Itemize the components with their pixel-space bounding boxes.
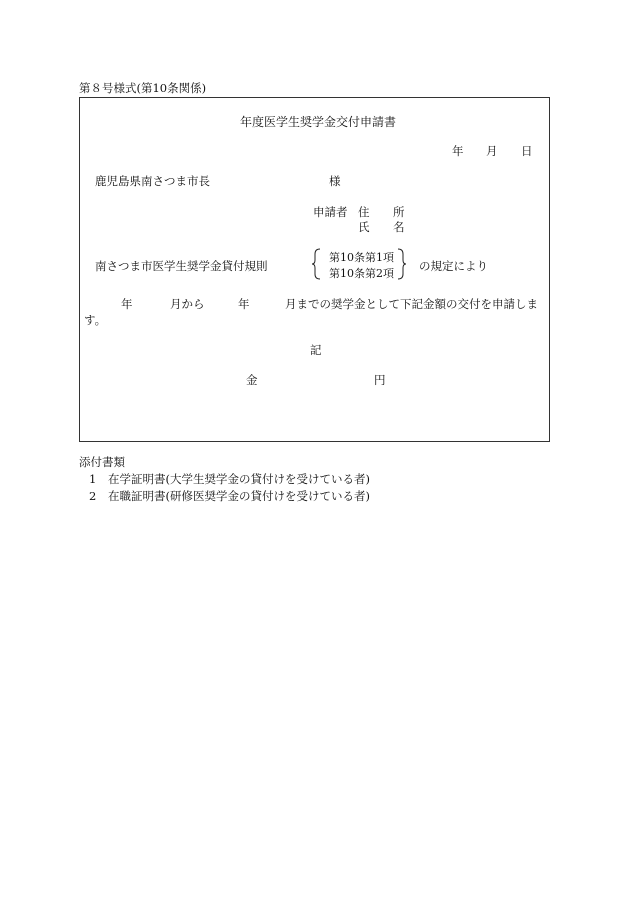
attachment-text: 在学証明書(大学生奨学金の貸付けを受けている者) [108, 472, 370, 486]
period-statement: 月までの奨学金として下記金額の交付を申請しま [285, 297, 538, 311]
amount-label: 金 [246, 373, 258, 387]
by-rule-text: の規定により [419, 259, 488, 273]
addressee: 鹿児島県南さつま市長 [95, 174, 210, 188]
left-brace-icon [311, 248, 321, 280]
attachment-number: 1 [89, 472, 97, 486]
applicant-label: 申請者 [313, 205, 348, 219]
attachment-number: 2 [89, 489, 97, 503]
honorific: 様 [329, 174, 341, 188]
document-title: 年度医学生奨学金交付申請書 [240, 115, 397, 129]
period-start-month: 月から [170, 297, 205, 311]
attachments-title: 添付書類 [79, 455, 125, 469]
clause-option-2: 第10条第2項 [329, 267, 394, 280]
regulation-name: 南さつま市医学生奨学金貸付規則 [95, 259, 268, 273]
date-day-label: 日 [521, 144, 533, 158]
amount-unit: 円 [374, 373, 386, 387]
attachment-text: 在職証明書(研修医奨学金の貸付けを受けている者) [108, 489, 370, 503]
address-label-part-1: 住 [358, 205, 370, 219]
date-year-label: 年 [452, 144, 464, 158]
right-brace-icon [397, 248, 407, 280]
clause-option-1: 第10条第1項 [329, 251, 394, 264]
name-label-part-2: 名 [393, 220, 405, 234]
name-label-part-1: 氏 [358, 220, 370, 234]
form-number-label: 第８号様式(第10条関係) [79, 81, 207, 95]
record-heading: 記 [310, 343, 322, 357]
date-month-label: 月 [486, 144, 498, 158]
period-start-year: 年 [121, 297, 133, 311]
period-end-year: 年 [238, 297, 250, 311]
period-statement-end: す。 [84, 313, 107, 327]
address-label-part-2: 所 [393, 205, 405, 219]
